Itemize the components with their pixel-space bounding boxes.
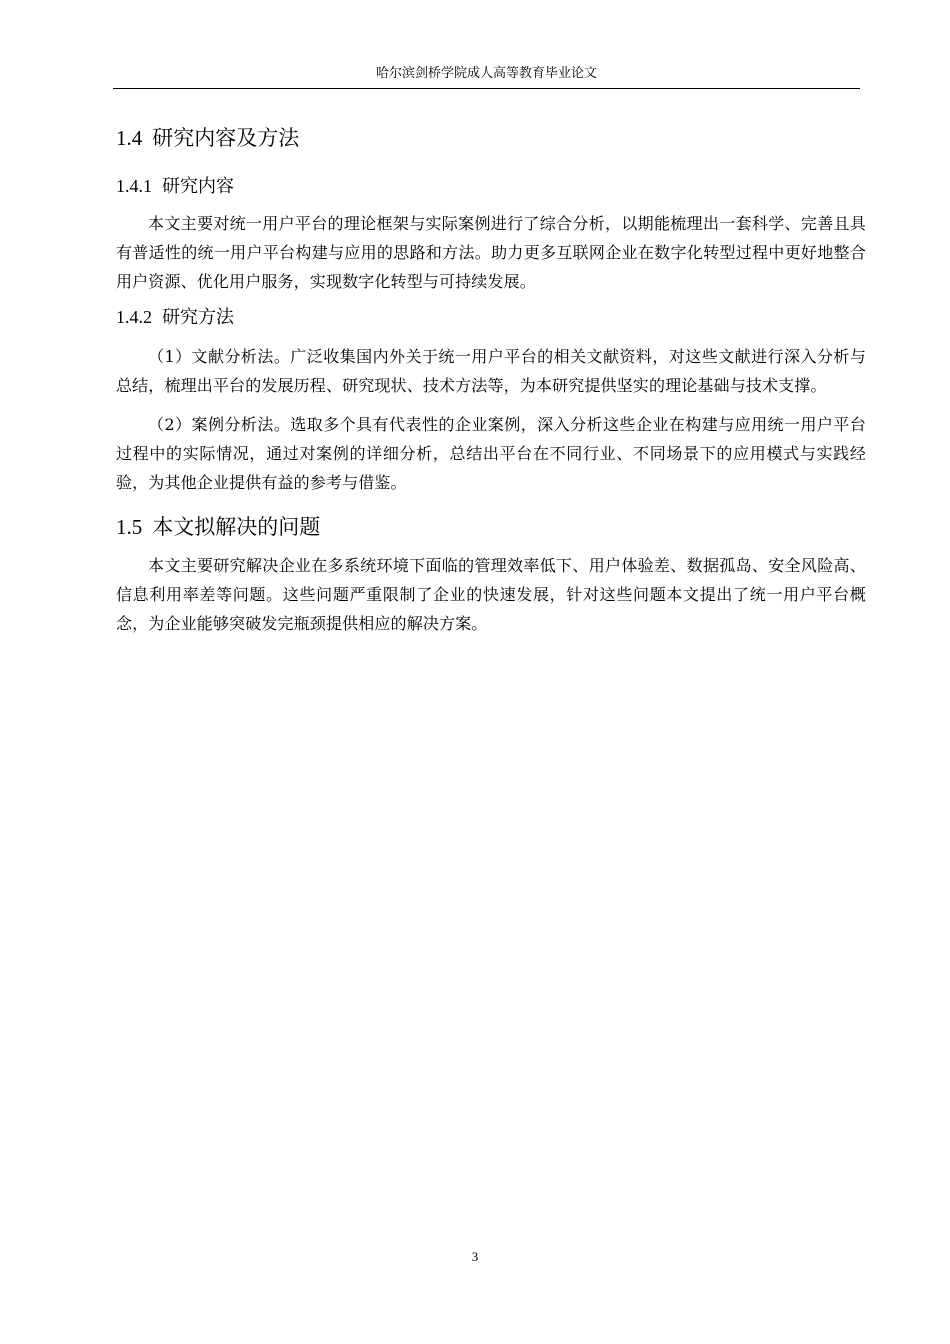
section-title: 研究内容	[162, 176, 234, 197]
page-header: 哈尔滨剑桥学院成人高等教育毕业论文	[375, 66, 597, 81]
section-heading-1-4-1	[116, 170, 866, 203]
paragraph-method-literature: （1）文献分析法。广泛收集国内外关于统一用户平台的相关文献资料，对这些文献进行深入分析与总结，梳理出平台的发展历程、研究现状、技术方法等，为本研究提供坚实的理论基础与技术支撑。	[116, 347, 866, 395]
section-number: 1.4.1	[116, 176, 152, 196]
section-title: 研究内容及方法	[152, 126, 300, 150]
section-heading-1-5	[116, 509, 866, 545]
section-number: 1.5	[116, 515, 143, 539]
section-heading-1-4-2	[116, 301, 866, 334]
page-number: 3	[471, 1249, 479, 1264]
paragraph-research-content: 本文主要对统一用户平台的理论框架与实际案例进行了综合分析，以期能梳理出一套科学、完善且具有普适性的统一用户平台构建与应用的思路和方法。助力更多互联网企业在数字化转型过程中更好地整合用户资源、优化用户服务，实现数字化转型与可持续发展。	[116, 214, 866, 291]
paragraph-method-case: （2）案例分析法。选取多个具有代表性的企业案例，深入分析这些企业在构建与应用统一用户平台过程中的实际情况，通过对案例的详细分析，总结出平台在不同行业、不同场景下的应用模式与实践经验，为其他企业提供有益的参考与借鉴。	[116, 415, 866, 492]
section-title: 本文拟解决的问题	[152, 515, 321, 539]
section-heading-1-4	[116, 120, 866, 156]
section-number: 1.4.2	[116, 307, 152, 327]
page-content	[116, 120, 866, 638]
section-title: 研究方法	[162, 307, 234, 328]
section-number: 1.4	[116, 126, 143, 150]
paragraph-problems: 本文主要研究解决企业在多系统环境下面临的管理效率低下、用户体验差、数据孤岛、安全风险高、信息利用率差等问题。这些问题严重限制了企业的快速发展，针对这些问题本文提出了统一用户平台概念，为企业能够突破发完瓶颈提供相应的解决方案。	[116, 556, 866, 633]
header-rule	[113, 88, 860, 89]
